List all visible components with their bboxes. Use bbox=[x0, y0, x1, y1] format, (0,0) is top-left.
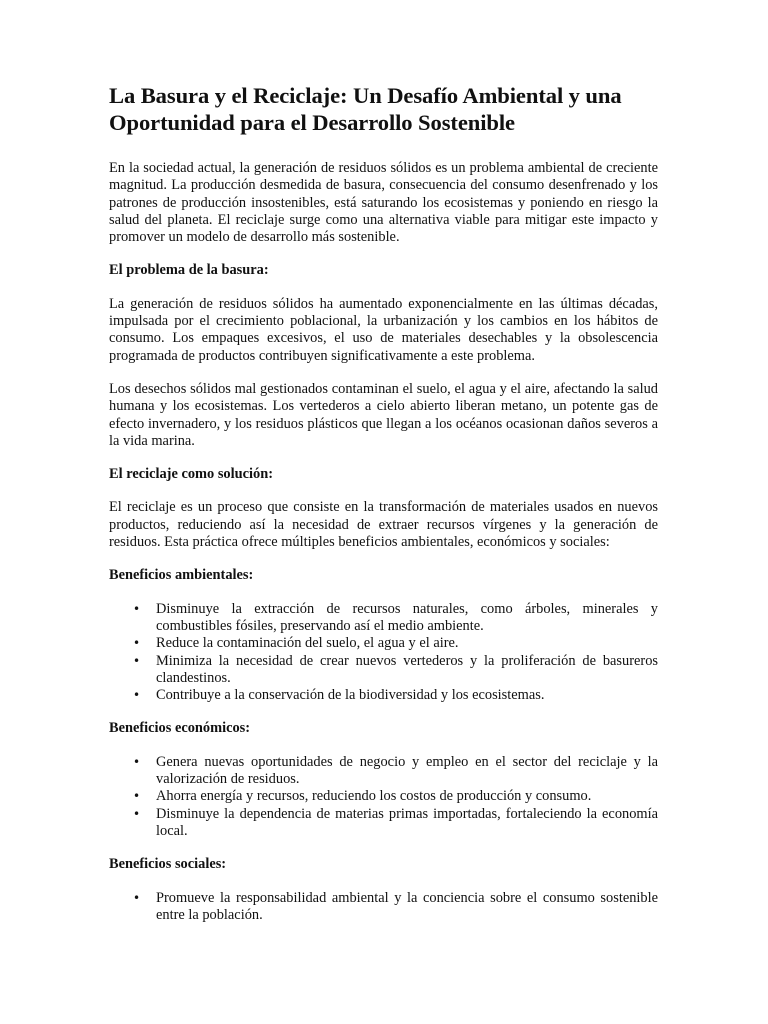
document-title: La Basura y el Reciclaje: Un Desafío Ambiental y una Oportunidad para el Desarrollo Sostenible bbox=[109, 83, 622, 135]
problem-paragraph-2: Los desechos sólidos mal gestionados contaminan el suelo, el agua y el aire, afectando la salud humana y los ecosistemas. Los vertederos a cielo abierto liberan metano, un potente gas de efecto invernadero, y los residuos plásticos que llegan a los océanos ocasionan daños severos a la vida marina. bbox=[109, 380, 658, 449]
list-item: • Contribuye a la conservación de la biodiversidad y los ecosistemas. bbox=[156, 687, 658, 704]
section-heading-solution: El reciclaje como solución: bbox=[109, 466, 273, 483]
heading-economic-benefits: Beneficios económicos: bbox=[109, 720, 251, 737]
list-item: • Disminuye la dependencia de materias primas importadas, fortaleciendo la economía local. bbox=[156, 806, 658, 841]
list-item: • Ahorra energía y recursos, reduciendo los costos de producción y consumo. bbox=[156, 788, 658, 805]
solution-paragraph: El reciclaje es un proceso que consiste en la transformación de materiales usados en nuevos productos, reduciendo así la necesidad de extraer recursos vírgenes y la generación de residuos. Esta práctica ofrece múltiples beneficios ambientales, económicos y sociales: bbox=[109, 499, 658, 551]
list-item: • Promueve la responsabilidad ambiental y la conciencia sobre el consumo sostenible entre la población. bbox=[156, 890, 658, 925]
economic-benefits-list bbox=[109, 754, 658, 840]
heading-environmental-benefits: Beneficios ambientales: bbox=[109, 567, 254, 584]
environmental-benefits-list bbox=[109, 601, 658, 705]
list-item: • Reduce la contaminación del suelo, el agua y el aire. bbox=[156, 635, 658, 652]
list-item: • Genera nuevas oportunidades de negocio y empleo en el sector del reciclaje y la valorización de residuos. bbox=[156, 754, 658, 789]
list-item: • Minimiza la necesidad de crear nuevos vertederos y la proliferación de basureros clandestinos. bbox=[156, 653, 658, 688]
social-benefits-list bbox=[109, 890, 658, 925]
heading-social-benefits: Beneficios sociales: bbox=[109, 856, 227, 873]
list-item: • Disminuye la extracción de recursos naturales, como árboles, minerales y combustibles fósiles, preservando así el medio ambiente. bbox=[156, 601, 658, 636]
problem-paragraph-1: La generación de residuos sólidos ha aumentado exponencialmente en las últimas décadas, impulsada por el crecimiento poblacional, la urbanización y los cambios en los hábitos de consumo. Los empaques excesivos, el uso de materiales desechables y la obsolescencia programada de productos contribuyen significativamente a este problema. bbox=[109, 295, 658, 364]
section-heading-problem: El problema de la basura: bbox=[109, 262, 269, 279]
intro-paragraph: En la sociedad actual, la generación de residuos sólidos es un problema ambiental de creciente magnitud. La producción desmedida de basura, consecuencia del consumo desenfrenado y los patrones de producción insostenibles, está saturando los ecosistemas y poniendo en riesgo la salud del planeta. El reciclaje surge como una alternativa viable para mitigar este impacto y promover un modelo de desarrollo más sostenible. bbox=[109, 160, 658, 246]
